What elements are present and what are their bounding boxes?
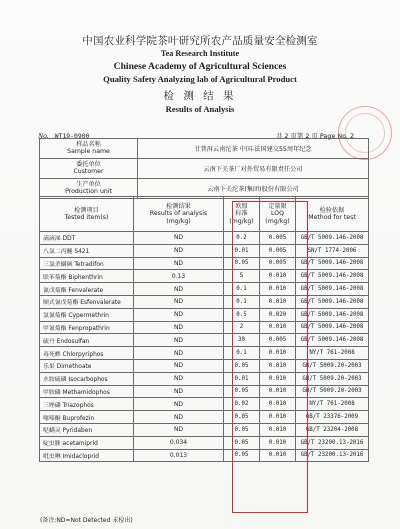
tested-item: 水胺硫磷 Isocarbophos: [40, 372, 134, 385]
page-indicator: 共 2 页第 2 页 Page No. 2: [276, 132, 355, 140]
table-row: [40, 436, 369, 449]
loq-value: 0.005: [260, 334, 296, 347]
table-row: [40, 372, 369, 385]
result-value: 0.13: [134, 270, 224, 283]
tested-item: 滴滴涕 DDT: [40, 232, 134, 245]
info-row: [40, 159, 369, 179]
info-label: 样品名称 Sample name: [40, 139, 138, 159]
method-value: GB/T 5009.146-2008: [296, 257, 369, 270]
result-value: ND: [134, 411, 224, 424]
tested-item: 噻嗪酮 Buprofezin: [40, 411, 134, 424]
table-row: [40, 321, 369, 334]
tested-item: 氯氰菊酯 Cypermethrin: [40, 308, 134, 321]
result-value: ND: [134, 334, 224, 347]
loq-value: 0.010: [260, 385, 296, 398]
method-value: NY/T 761-2008: [296, 398, 369, 411]
eu-limit-value: 0.1: [224, 283, 260, 296]
tested-item: 顺式氰戊菊酯 Esfenvalerate: [40, 295, 134, 308]
institute-name-en: Tea Research Institute: [160, 49, 240, 58]
report-number-value: WT19-0900: [54, 132, 90, 140]
loq-value: 0.010: [260, 321, 296, 334]
result-value: ND: [134, 385, 224, 398]
table-row: [40, 347, 369, 360]
eu-limit-value: 0.02: [224, 398, 260, 411]
sample-info-table: [39, 138, 369, 199]
method-value: GB/T 5009.146-2008: [296, 232, 369, 245]
table-row: [40, 385, 369, 398]
eu-limit-value: 0.01: [224, 244, 260, 257]
loq-value: 0.005: [260, 244, 296, 257]
eu-limit-value: 0.01: [224, 372, 260, 385]
result-value: ND: [134, 244, 224, 257]
result-value: ND: [134, 283, 224, 296]
result-value: ND: [134, 347, 224, 360]
eu-limit-value: 2: [224, 321, 260, 334]
eu-limit-value: 0.05: [224, 359, 260, 372]
method-value: GB/T 5009.20-2003: [296, 385, 369, 398]
loq-value: 0.010: [260, 372, 296, 385]
table-row: [40, 398, 369, 411]
tested-item: 哒螨灵 Pyridaben: [40, 423, 134, 436]
eu-limit-value: 5: [224, 270, 260, 283]
loq-value: 0.010: [260, 270, 296, 283]
info-label: 生产单位 Production unit: [40, 179, 138, 199]
tested-item: 毒死蜱 Chlorpyriphos: [40, 347, 134, 360]
lab-title-cn: 中国农业科学院茶叶研究所农产品质量安全检测室: [82, 35, 318, 47]
info-value: 甘普洱云南沱茶 中国-法国建交55周年纪念: [138, 139, 369, 159]
loq-value: 0.010: [260, 411, 296, 424]
table-row: [40, 449, 369, 462]
table-row: [40, 423, 369, 436]
loq-value: 0.010: [260, 283, 296, 296]
loq-value: 0.005: [260, 232, 296, 245]
eu-limit-value: 0.2: [224, 232, 260, 245]
result-value: ND: [134, 359, 224, 372]
table-row: [40, 283, 369, 296]
tested-item: 吡虫啉 Imidacloprid: [40, 449, 134, 462]
col-loq: 定量限 LOQ (mg/kg): [260, 197, 296, 232]
method-value: GB/T 5009.146-2008: [296, 283, 369, 296]
academy-name-en: Chinese Academy of Agricultural Sciences: [113, 61, 287, 72]
results-title-en: Results of Analysis: [165, 104, 235, 114]
eu-limit-value: 0.1: [224, 295, 260, 308]
method-value: GB/T 5009.146-2008: [296, 270, 369, 283]
result-value: 0.013: [134, 449, 224, 462]
eu-limit-value: 0.05: [224, 411, 260, 424]
info-value: 云南下关沱茶(集团)股份有限公司: [138, 179, 369, 199]
table-row: [40, 295, 369, 308]
result-value: ND: [134, 398, 224, 411]
method-value: SN/T 1774-2006: [296, 244, 369, 257]
loq-value: 0.010: [260, 436, 296, 449]
loq-value: 0.005: [260, 257, 296, 270]
eu-limit-value: 30: [224, 334, 260, 347]
eu-limit-value: 0.05: [224, 436, 260, 449]
table-row: [40, 308, 369, 321]
loq-value: 0.010: [260, 449, 296, 462]
loq-value: 0.010: [260, 423, 296, 436]
tested-item: 甲氰菊酯 Fenpropathrin: [40, 321, 134, 334]
col-tested-item: 检测项目 Tested item(s): [40, 197, 134, 232]
eu-limit-value: 0.1: [224, 347, 260, 360]
result-value: ND: [134, 423, 224, 436]
col-result: 检测结果 Results of analysis (mg/kg): [134, 197, 224, 232]
loq-value: 0.010: [260, 398, 296, 411]
tested-item: 联苯菊酯 Biphenthrin: [40, 270, 134, 283]
table-row: [40, 334, 369, 347]
eu-limit-value: 0.5: [224, 308, 260, 321]
method-value: GB/T 5009.20-2003: [296, 359, 369, 372]
info-value: 云南下关茶厂对外贸易有限责任公司: [138, 159, 369, 179]
method-value: GB/T 5009.146-2008: [296, 308, 369, 321]
result-value: ND: [134, 321, 224, 334]
table-row: [40, 411, 369, 424]
eu-limit-value: 0.05: [224, 449, 260, 462]
method-value: NY/T 761-2008: [296, 347, 369, 360]
col-method: 检验依据 Method for test: [296, 197, 369, 232]
table-row: [40, 244, 369, 257]
table-row: [40, 232, 369, 245]
table-row: [40, 257, 369, 270]
eu-limit-value: 0.05: [224, 423, 260, 436]
results-header-row: [40, 197, 369, 232]
table-row: [40, 270, 369, 283]
result-value: ND: [134, 257, 224, 270]
method-value: GB/T 23204-2008: [296, 423, 369, 436]
results-table: [39, 196, 369, 462]
tested-item: 三氯杀螨砜 Tetradifon: [40, 257, 134, 270]
method-value: GB/T 5009.146-2008: [296, 295, 369, 308]
info-label: 委托单位 Customer: [40, 159, 138, 179]
eu-limit-value: 0.05: [224, 385, 260, 398]
tested-item: 三唑磷 Triazophos: [40, 398, 134, 411]
lab-name-en: Quality Safety Analyzing lab of Agricultural Product: [103, 74, 297, 84]
result-value: 0.034: [134, 436, 224, 449]
tested-item: 乐果 Dimethoate: [40, 359, 134, 372]
report-number-label: No.: [38, 131, 49, 140]
loq-value: 0.020: [260, 308, 296, 321]
result-value: ND: [134, 308, 224, 321]
info-row: [40, 139, 369, 159]
result-value: ND: [134, 295, 224, 308]
eu-limit-value: 0.05: [224, 257, 260, 270]
method-value: GB/T 5009.20-2003: [296, 372, 369, 385]
tested-item: 八氯二丙醚 S421: [40, 244, 134, 257]
loq-value: 0.010: [260, 359, 296, 372]
loq-value: 0.010: [260, 295, 296, 308]
method-value: GB/T 23200.13-2016: [296, 449, 369, 462]
tested-item: 啶虫脒 acetamiprid: [40, 436, 134, 449]
results-title-cn: 检 测 结 果: [163, 90, 237, 102]
method-value: GB/T 23376-2009: [296, 411, 369, 424]
table-row: [40, 359, 369, 372]
method-value: GB/T 5009.146-2008: [296, 321, 369, 334]
col-eu-limit: 欧盟 标准 (mg/kg): [224, 197, 260, 232]
footnote: (备注:ND=Not Detected 未检出): [40, 517, 133, 524]
tested-item: 氰戊菊酯 Fenvalerate: [40, 283, 134, 296]
result-value: ND: [134, 372, 224, 385]
tested-item: 硫丹 Endosulfan: [40, 334, 134, 347]
result-value: ND: [134, 232, 224, 245]
method-value: GB/T 23200.13-2016: [296, 436, 369, 449]
method-value: GB/T 5009.146-2008: [296, 334, 369, 347]
loq-value: 0.010: [260, 347, 296, 360]
tested-item: 甲胺磷 Methamidophos: [40, 385, 134, 398]
